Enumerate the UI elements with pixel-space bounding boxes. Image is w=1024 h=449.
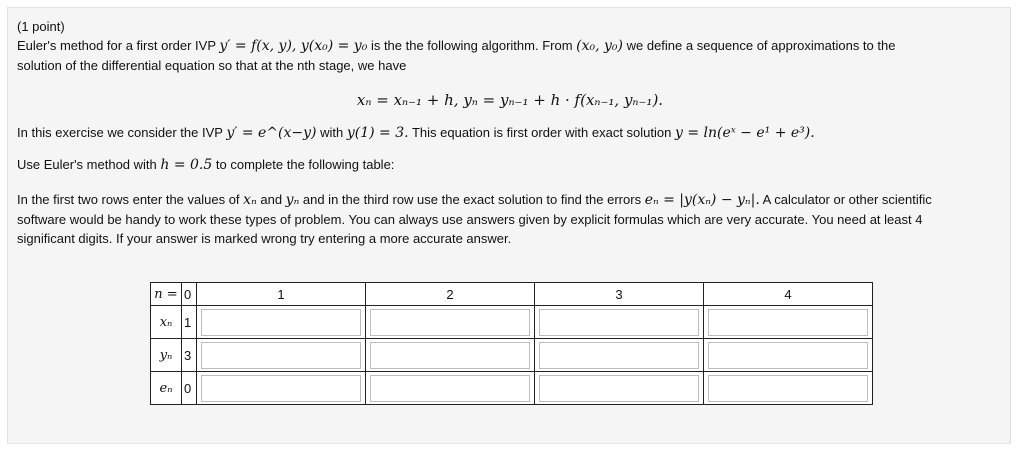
initial-condition: y(1) = 3.	[346, 125, 409, 141]
euler-step-line	[17, 155, 394, 175]
column-header-4: 4	[704, 283, 873, 306]
instr-text-d: A calculator or other scientific	[759, 192, 932, 207]
instructions-line-3: significant digits. If your answer is marked wrong try entering a more accurate answer.	[17, 231, 512, 246]
y1-input[interactable]	[201, 342, 361, 369]
e2-input[interactable]	[370, 375, 530, 402]
e0-value: 0	[182, 372, 197, 405]
x4-input[interactable]	[708, 309, 868, 336]
table-header-row	[151, 283, 873, 306]
exact-solution: y = ln(eˣ − e¹ + e³).	[674, 125, 815, 141]
ode-expression: y′ = e^(x−y)	[226, 125, 317, 141]
row-label-xn: xₙ	[151, 306, 182, 339]
step-size: h = 0.5	[160, 157, 213, 173]
e3-input[interactable]	[539, 375, 699, 402]
intro-text-c: we define a sequence of approximations to the	[623, 38, 896, 53]
exercise-text-a: In this exercise we consider the IVP	[17, 125, 227, 140]
euler-text-b: to complete the following table:	[212, 157, 395, 172]
instructions-line-1	[17, 190, 932, 210]
x2-input[interactable]	[370, 309, 530, 336]
y4-input[interactable]	[708, 342, 868, 369]
column-header-1: 1	[197, 283, 366, 306]
xn-symbol: xₙ	[243, 192, 257, 208]
error-formula: eₙ = |y(xₙ) − yₙ|.	[644, 192, 760, 208]
n0-value: 0	[182, 283, 197, 306]
n-label: n =	[151, 283, 182, 306]
column-header-3: 3	[535, 283, 704, 306]
intro-line-1	[17, 36, 895, 56]
table-row-en	[151, 372, 873, 405]
exercise-text-b: with	[316, 125, 347, 140]
y0-value: 3	[182, 339, 197, 372]
table-row-xn	[151, 306, 873, 339]
y3-input[interactable]	[539, 342, 699, 369]
euler-text-a: Use Euler's method with	[17, 157, 161, 172]
yn-symbol: yₙ	[285, 192, 300, 208]
e1-input[interactable]	[201, 375, 361, 402]
y2-input[interactable]	[370, 342, 530, 369]
intro-text-a: Euler's method for a first order IVP	[17, 38, 220, 53]
row-label-en: eₙ	[151, 372, 182, 405]
initial-point: (x₀, y₀)	[576, 38, 623, 54]
x3-input[interactable]	[539, 309, 699, 336]
exercise-text-c: This equation is first order with exact solution	[408, 125, 675, 140]
points-label: (1 point)	[17, 19, 65, 34]
euler-formula: xₙ = xₙ₋₁ + h, yₙ = yₙ₋₁ + h · f(xₙ₋₁, yₙ₋₁).	[356, 91, 664, 109]
column-header-2: 2	[366, 283, 535, 306]
row-label-yn: yₙ	[151, 339, 182, 372]
intro-line-2: solution of the differential equation so that at the nth stage, we have	[17, 58, 407, 73]
exercise-line	[17, 123, 815, 143]
instr-text-a: In the first two rows enter the values of	[17, 192, 244, 207]
problem-panel	[7, 7, 1011, 444]
x0-value: 1	[182, 306, 197, 339]
e4-input[interactable]	[708, 375, 868, 402]
euler-table	[150, 282, 873, 405]
instr-text-b: and	[256, 192, 286, 207]
x1-input[interactable]	[201, 309, 361, 336]
table-row-yn	[151, 339, 873, 372]
intro-text-b: is the the following algorithm. From	[367, 38, 577, 53]
instr-text-c: and in the third row use the exact solution to find the errors	[299, 192, 645, 207]
ivp-expression: y′ = f(x, y), y(x₀) = y₀	[219, 38, 368, 54]
instructions-line-2: software would be handy to work these types of problem. You can always use answers given by explicit formulas which are very accurate. You need at least 4	[17, 212, 923, 227]
